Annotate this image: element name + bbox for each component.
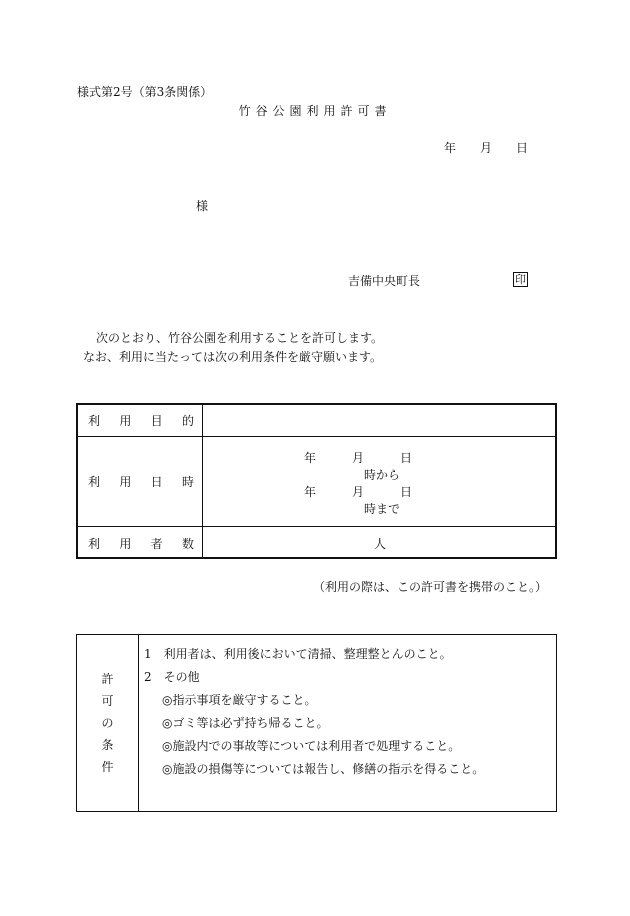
users-unit: 人 <box>374 537 387 551</box>
usage-table <box>76 403 557 559</box>
intro-line-2: なお、利用に当たっては次の利用条件を厳守願います。 <box>83 350 383 364</box>
datetime-label: 利 用 日 時 <box>88 475 194 489</box>
condition-item: ◎施設の損傷等については報告し、修繕の指示を得ること。 <box>162 762 485 776</box>
issue-date-day: 日 <box>516 141 529 155</box>
issue-date-year: 年 <box>444 141 457 155</box>
to-year: 年 <box>304 485 317 499</box>
purpose-field[interactable] <box>204 405 556 436</box>
condition-item: ◎ゴミ等は必ず持ち帰ること。 <box>162 716 329 730</box>
from-month: 月 <box>352 451 365 465</box>
to-month: 月 <box>352 485 365 499</box>
table-column-divider <box>202 405 203 557</box>
issue-date <box>444 142 528 154</box>
condition-item: 2 その他 <box>144 670 200 684</box>
conditions-heading: 許 可 の 条 件 <box>101 672 114 774</box>
addressee-suffix: 様 <box>196 199 209 213</box>
document-title: 竹谷公園利用許可書 <box>238 104 392 118</box>
issue-date-month: 月 <box>480 141 493 155</box>
condition-item: ◎施設内での事故等については利用者で処理すること。 <box>162 739 461 753</box>
form-number: 様式第2号（第3条関係） <box>77 85 213 99</box>
users-label: 利 用 者 数 <box>88 536 194 551</box>
conditions-table <box>76 634 557 812</box>
from-year: 年 <box>304 451 317 465</box>
condition-item: ◎指示事項を厳守すること。 <box>162 693 317 707</box>
intro-line-1: 次のとおり、竹谷公園を利用することを許可します。 <box>96 331 384 345</box>
issuer-name: 吉備中央町長 <box>348 274 421 288</box>
condition-item: 1 利用者は、利用後において清掃、整理整とんのこと。 <box>144 647 452 661</box>
from-day: 日 <box>400 451 413 465</box>
to-day: 日 <box>400 485 413 499</box>
seal-mark: 印 <box>515 273 526 286</box>
to-time: 時まで <box>364 502 401 516</box>
purpose-label: 利 用 目 的 <box>88 414 194 428</box>
from-time: 時から <box>364 468 401 482</box>
conditions-column-divider <box>138 635 139 811</box>
carry-note: （利用の際は、この許可書を携帯のこと。） <box>313 580 548 594</box>
